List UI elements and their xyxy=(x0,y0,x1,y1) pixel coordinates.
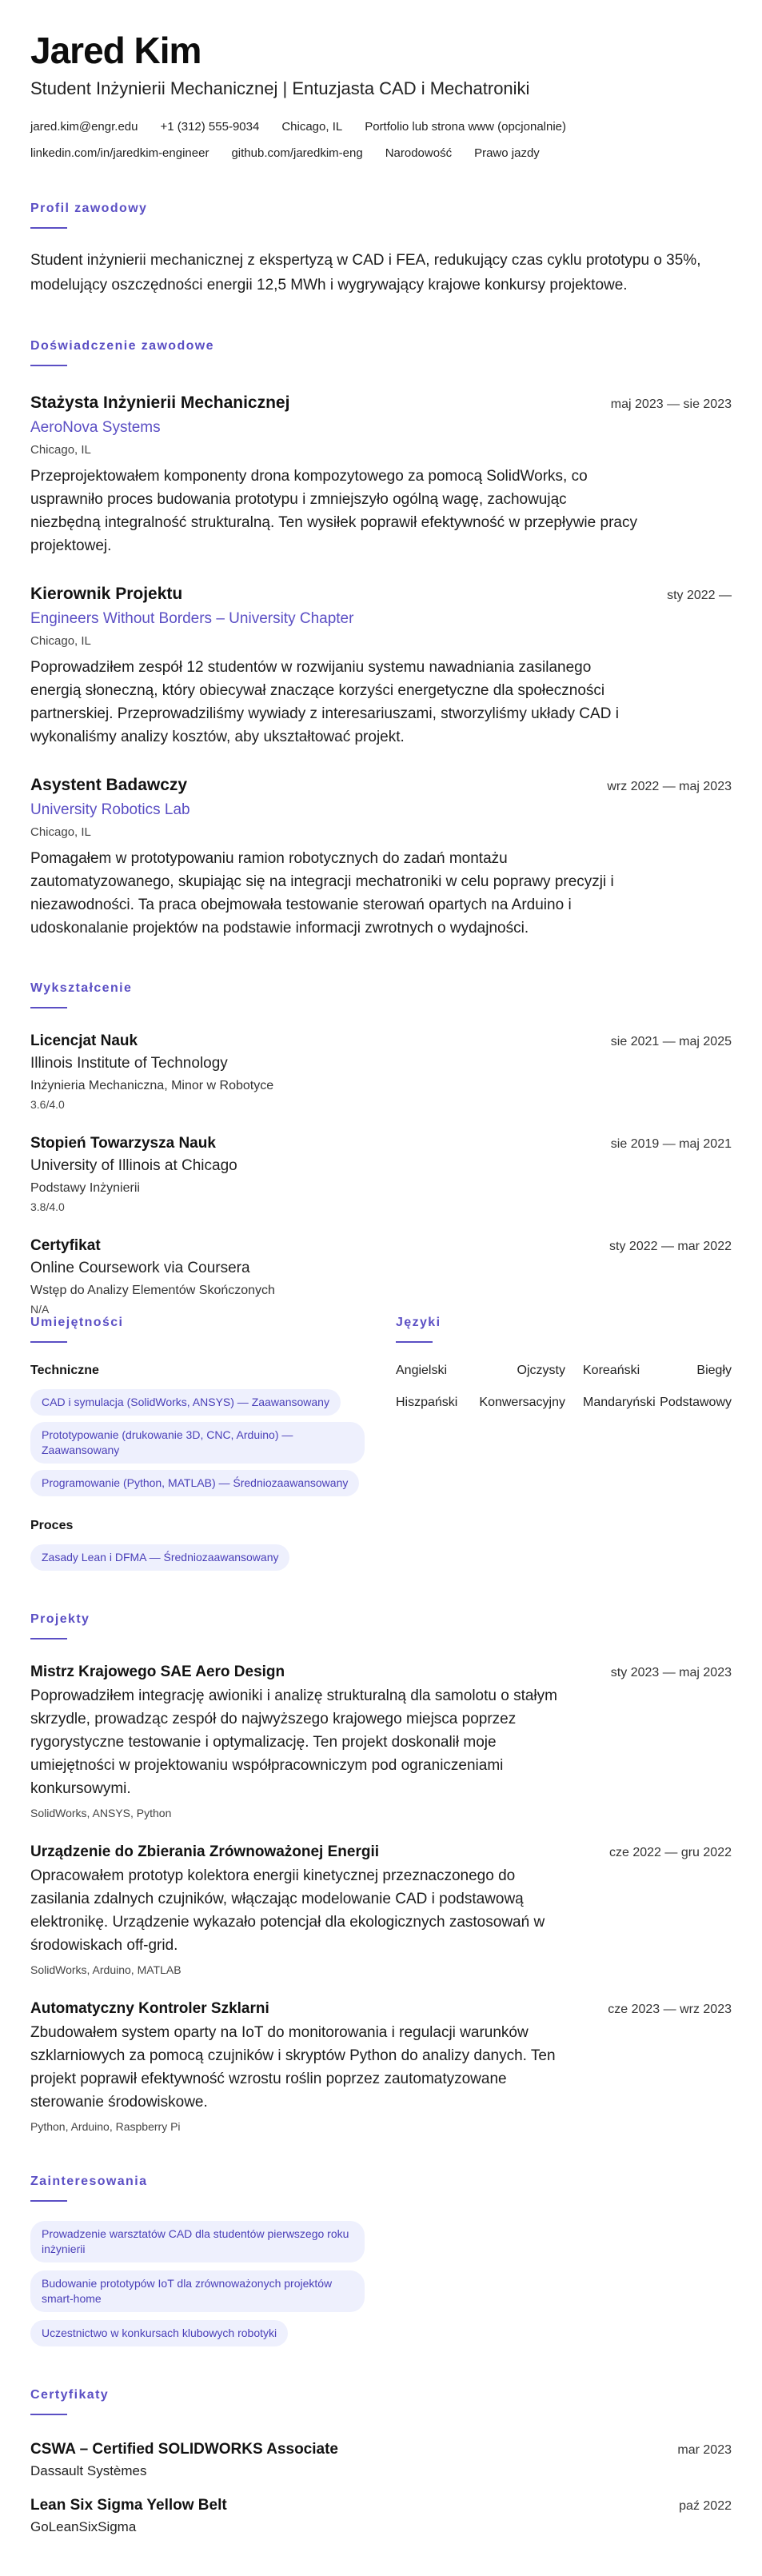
job-location: Chicago, IL xyxy=(30,443,91,457)
experience-entry xyxy=(30,393,732,557)
degree-name: Certyfikat xyxy=(30,1237,101,1254)
job-title: Stażysta Inżynierii Mechanicznej xyxy=(30,393,290,412)
contact-driving-license: Prawo jazdy xyxy=(474,146,540,160)
section-title: Certyfikaty xyxy=(30,2388,110,2402)
job-location: Chicago, IL xyxy=(30,634,91,648)
project-entry xyxy=(30,1663,732,1819)
certificate-date: mar 2023 xyxy=(677,2443,732,2457)
field-of-study: Wstęp do Analizy Elementów Skończonych xyxy=(30,1284,275,1297)
project-technologies: SolidWorks, Arduino, MATLAB xyxy=(30,1963,182,1976)
employer-name: AeroNova Systems xyxy=(30,419,161,436)
interests-section xyxy=(30,2175,732,2346)
education-dates: sie 2019 — maj 2021 xyxy=(610,1137,732,1151)
project-name: Automatyczny Kontroler Szklarni xyxy=(30,2000,269,2017)
language-name: Angielski xyxy=(396,1364,448,1377)
project-entry xyxy=(30,2000,732,2133)
project-dates: cze 2022 — gru 2022 xyxy=(609,1846,732,1859)
skill-chip-list xyxy=(30,1544,365,1571)
education-entry xyxy=(30,1135,732,1213)
certificate-issuer: GoLeanSixSigma xyxy=(30,2519,137,2534)
certificate-name: Lean Six Sigma Yellow Belt xyxy=(30,2497,227,2514)
contact-nationality: Narodowość xyxy=(385,146,453,160)
education-dates: sty 2022 — mar 2022 xyxy=(609,1240,732,1253)
experience-section xyxy=(30,339,732,940)
profile-summary: Student inżynierii mechanicznej z ekspertyzą w CAD i FEA, redukujący czas cyklu prototypu o 35%, modelujący oszczędności energii 12,5 MWh i wygrywający krajowe konkursy projektowe. xyxy=(30,252,701,294)
project-dates: sty 2023 — maj 2023 xyxy=(610,1666,732,1679)
project-technologies: Python, Arduino, Raspberry Pi xyxy=(30,2120,181,2133)
education-dates: sie 2021 — maj 2025 xyxy=(610,1035,732,1048)
certificate-date: paź 2022 xyxy=(679,2499,732,2513)
contact-phone[interactable]: +1 (312) 555-9034 xyxy=(160,120,260,134)
contact-location: Chicago, IL xyxy=(281,120,343,134)
project-entry xyxy=(30,1843,732,1976)
job-title: Asystent Badawczy xyxy=(30,776,188,794)
employer-name: University Robotics Lab xyxy=(30,801,190,818)
section-divider xyxy=(30,2200,67,2202)
interest-chip: Prowadzenie warsztatów CAD dla studentów pierwszego roku inżynierii xyxy=(30,2221,365,2262)
field-of-study: Inżynieria Mechaniczna, Minor w Robotyce xyxy=(30,1079,274,1092)
language-name: Koreański xyxy=(583,1364,640,1377)
skills-section xyxy=(30,1316,365,1571)
section-title: Profil zawodowy xyxy=(30,202,148,215)
gpa: N/A xyxy=(30,1303,50,1316)
section-divider xyxy=(30,365,67,366)
job-dates: wrz 2022 — maj 2023 xyxy=(607,780,732,793)
skill-chip: Prototypowanie (drukowanie 3D, CNC, Arduino) — Zaawansowany xyxy=(30,1422,365,1464)
interest-chip: Budowanie prototypów IoT dla zrównoważonych projektów smart-home xyxy=(30,2270,365,2312)
section-divider xyxy=(30,1007,67,1008)
certificate-issuer: Dassault Systèmes xyxy=(30,2463,147,2478)
certificate-entry xyxy=(30,2441,732,2479)
job-title: Kierownik Projektu xyxy=(30,585,183,603)
section-title: Zainteresowania xyxy=(30,2175,148,2188)
languages-section xyxy=(396,1316,732,1571)
job-dates: maj 2023 — sie 2023 xyxy=(610,397,732,411)
contact-portfolio[interactable]: Portfolio lub strona www (opcjonalnie) xyxy=(365,120,567,134)
job-dates: sty 2022 — xyxy=(667,589,732,602)
degree-name: Stopień Towarzysza Nauk xyxy=(30,1135,216,1152)
language-name: Mandaryński xyxy=(583,1396,656,1409)
section-title: Projekty xyxy=(30,1612,90,1626)
job-description: Przeprojektowałem komponenty drona kompozytowego za pomocą SolidWorks, co usprawniło proces budowania prototypu i zmniejszyło ogólną wagę, zachowując niezbędną integralność strukturalną. Ten wysiłek poprawił efektywność w przepływie pracy projektowej. xyxy=(30,468,637,554)
certificate-entry xyxy=(30,2497,732,2535)
section-title: Wykształcenie xyxy=(30,981,133,995)
project-description: Zbudowałem system oparty na IoT do monitorowania i regulacji warunków szklarniowych za pomocą czujników i skryptów Python do analizy danych. Ten projekt poprawił efektywność wzrostu roślin poprzez zautomatyzowane sterowanie środowiskowe. xyxy=(30,2024,556,2111)
interest-chip-list xyxy=(30,2221,732,2346)
candidate-name: Jared Kim xyxy=(30,30,201,71)
project-technologies: SolidWorks, ANSYS, Python xyxy=(30,1807,172,1819)
experience-entry xyxy=(30,585,732,749)
language-name: Hiszpański xyxy=(396,1396,458,1409)
experience-entry xyxy=(30,776,732,940)
language-level: Biegły xyxy=(696,1364,732,1377)
contact-list xyxy=(30,120,718,160)
job-description: Pomagałem w prototypowaniu ramion robotycznych do zadań montażu zautomatyzowanego, skupiając się na integracji mechatroniki w celu poprawy precyzji i niezawodności. Ta praca obejmowała testowanie sterowań opartych na Arduino i udoskonalanie projektów na podstawie informacji zwrotnych o wydajności. xyxy=(30,850,614,937)
profile-section xyxy=(30,202,732,298)
job-description: Poprowadziłem zespół 12 studentów w rozwijaniu systemu nawadniania zasilanego energią słoneczną, który obiecywał znaczące korzyści energetyczne dla społeczności partnerskiej. Przeprowadziliśmy wywiady z interesariuszami, stworzyliśmy układy CAD i wykonaliśmy analizy kosztów, aby ukształtować projekt. xyxy=(30,659,619,745)
field-of-study: Podstawy Inżynierii xyxy=(30,1181,140,1195)
interest-chip: Uczestnictwo w konkursach klubowych robotyki xyxy=(30,2320,288,2346)
school-name: Online Coursework via Coursera xyxy=(30,1260,250,1276)
skill-chip-list xyxy=(30,1389,365,1496)
project-description: Opracowałem prototyp kolektora energii kinetycznej przeznaczonego do zasilania zdalnych czujników, włączając modelowanie CAD i podstawową elektronikę. Urządzenie wykazało potencjał dla ekologicznych zastosowań w środowiskach off-grid. xyxy=(30,1867,545,1954)
school-name: Illinois Institute of Technology xyxy=(30,1055,228,1072)
contact-linkedin[interactable]: linkedin.com/in/jaredkim-engineer xyxy=(30,146,209,160)
language-level: Konwersacyjny xyxy=(479,1396,565,1409)
skill-group-title: Techniczne xyxy=(30,1364,99,1377)
skill-chip: Zasady Lean i DFMA — Średniozaawansowany xyxy=(30,1544,289,1571)
language-level: Podstawowy xyxy=(660,1396,732,1409)
job-location: Chicago, IL xyxy=(30,825,91,839)
section-title: Umiejętności xyxy=(30,1316,124,1329)
section-divider xyxy=(30,1638,67,1639)
section-title: Języki xyxy=(396,1316,441,1329)
skill-chip: CAD i symulacja (SolidWorks, ANSYS) — Zaawansowany xyxy=(30,1389,341,1416)
education-entry xyxy=(30,1237,732,1316)
school-name: University of Illinois at Chicago xyxy=(30,1157,237,1174)
section-divider xyxy=(30,227,67,229)
project-dates: cze 2023 — wrz 2023 xyxy=(608,2003,732,2016)
certificate-name: CSWA – Certified SOLIDWORKS Associate xyxy=(30,2441,338,2458)
project-name: Urządzenie do Zbierania Zrównoważonej Energii xyxy=(30,1843,380,1860)
projects-section xyxy=(30,1612,732,2133)
contact-email[interactable]: jared.kim@engr.edu xyxy=(30,120,138,134)
education-section xyxy=(30,981,732,1316)
contact-github[interactable]: github.com/jaredkim-eng xyxy=(231,146,363,160)
candidate-headline: Student Inżynierii Mechanicznej | Entuzjasta CAD i Mechatroniki xyxy=(30,78,530,98)
language-list xyxy=(396,1364,732,1410)
project-name: Mistrz Krajowego SAE Aero Design xyxy=(30,1663,285,1680)
skill-group-title: Proces xyxy=(30,1519,74,1532)
section-divider xyxy=(396,1341,433,1343)
degree-name: Licencjat Nauk xyxy=(30,1032,138,1049)
language-level: Ojczysty xyxy=(517,1364,565,1377)
section-divider xyxy=(30,1341,67,1343)
gpa: 3.8/4.0 xyxy=(30,1200,65,1213)
education-entry xyxy=(30,1032,732,1111)
section-divider xyxy=(30,2414,67,2415)
skills-languages-row xyxy=(30,1316,732,1571)
skill-chip: Programowanie (Python, MATLAB) — Średniozaawansowany xyxy=(30,1470,359,1496)
employer-name: Engineers Without Borders – University Chapter xyxy=(30,610,354,627)
section-title: Doświadczenie zawodowe xyxy=(30,339,214,353)
certificates-section xyxy=(30,2388,732,2535)
project-description: Poprowadziłem integrację awioniki i analizę strukturalną dla samolotu o stałym skrzydle, prowadząc zespół do najwyższego krajowego miejsca poprzez rygorystyczne testowanie i optymalizację. Ten projekt doskonalił moje umiejętności w projektowaniu współpracowniczym pod ograniczeniami konkursowymi. xyxy=(30,1687,557,1797)
gpa: 3.6/4.0 xyxy=(30,1098,65,1111)
